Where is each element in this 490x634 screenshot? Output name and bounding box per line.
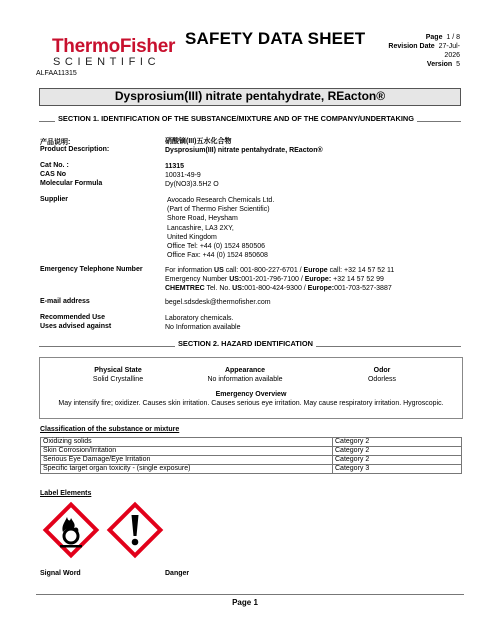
odor-label: Odor: [373, 367, 391, 374]
formula-label: Molecular Formula: [40, 180, 103, 187]
emergency-overview-label: Emergency Overview: [215, 391, 287, 398]
cat-no-label: Cat No. :: [40, 162, 69, 169]
document-meta: [380, 33, 460, 69]
email-value[interactable]: begel.sdsdesk@thermofisher.com: [165, 299, 271, 306]
version: [380, 60, 460, 69]
recommended-use-label: Recommended Use: [40, 314, 105, 321]
version-label: Version: [426, 61, 453, 68]
section1-heading: SECTION 1. IDENTIFICATION OF THE SUBSTANCE/MIXTURE AND OF THE COMPANY/UNDERTAKING: [55, 114, 417, 123]
supplier-address: [167, 196, 274, 260]
table-row: [41, 456, 462, 465]
revision-date: [380, 42, 460, 60]
product-title: Dysprosium(III) nitrate pentahydrate, REacton®: [114, 89, 386, 103]
emergency-phone-numbers: [165, 266, 394, 294]
brand-logo-scientific: SCIENTIFIC: [53, 56, 161, 68]
appearance-value: No information available: [207, 376, 283, 383]
cas-value: 10031-49-9: [165, 172, 201, 179]
signal-word-value: Danger: [165, 570, 190, 577]
emergency-overview-text: May intensify fire; oxidizer. Causes skin irritation. Causes serious eye irritation. May cause respiratory irritation. Hygroscopic.: [58, 400, 444, 407]
region-europe: Europe:: [307, 285, 335, 293]
signal-word-label: Signal Word: [40, 570, 81, 577]
revision-value: 27-Jul-2026: [438, 43, 460, 59]
uses-advised-label: Uses advised against: [40, 323, 112, 330]
physical-state-value: Solid Crystalline: [92, 376, 144, 383]
cas-label: CAS No: [40, 171, 67, 178]
supplier-line: Lancashire, LA3 2XY,: [167, 224, 234, 232]
text: Tel. No.: [204, 285, 233, 293]
product-description-label: Product Description:: [40, 146, 110, 153]
hazard-class: Skin Corrosion/Irritation: [41, 447, 333, 456]
text: Emergency Number: [165, 276, 230, 284]
label-elements-title: Label Elements: [40, 490, 92, 497]
chinese-description-label: 产品说明:: [40, 139, 71, 146]
text: 001-201-796-7100 /: [241, 276, 305, 284]
hazard-class: Specific target organ toxicity - (single exposure): [41, 465, 333, 474]
chemtrec: CHEMTREC: [165, 285, 205, 293]
hazard-class: Oxidizing solids: [41, 438, 333, 447]
recommended-use-value: Laboratory chemicals.: [165, 315, 234, 322]
classification-title: Classification of the substance or mixture: [40, 426, 180, 433]
version-value: 5: [456, 61, 460, 68]
text: For information: [165, 267, 215, 274]
footer-divider: [36, 594, 464, 595]
hazard-class: Serious Eye Damage/Eye Irritation: [41, 456, 333, 465]
emergency-line-number: [165, 275, 394, 284]
supplier-line: Avocado Research Chemicals Ltd.: [167, 197, 275, 204]
page-footer: Page 1: [232, 598, 258, 607]
product-description-value: Dysprosium(III) nitrate pentahydrate, REacton®: [165, 147, 323, 154]
region-europe: Europe:: [304, 276, 332, 284]
revision-label: Revision Date: [388, 43, 435, 50]
table-row: [41, 465, 462, 474]
text: +32 14 57 52 99: [331, 276, 384, 284]
supplier-label: Supplier: [40, 196, 69, 203]
physical-state: [58, 366, 178, 384]
cat-no-value: 11315: [165, 163, 185, 170]
hazard-category: Category 2: [333, 456, 462, 465]
supplier-line: Office Fax: +44 (0) 1524 850608: [167, 252, 268, 260]
chinese-description-value: 硝酸镝(III)五水化合物: [165, 138, 232, 145]
hazard-category: Category 2: [333, 447, 462, 456]
table-row: [41, 447, 462, 456]
supplier-line: (Part of Thermo Fisher Scientific): [167, 206, 270, 214]
appearance-label: Appearance: [224, 367, 266, 374]
region-europe: Europe: [303, 267, 328, 274]
section2-heading: SECTION 2. HAZARD IDENTIFICATION: [175, 339, 316, 348]
uses-advised-value: No Information available: [165, 324, 241, 331]
odor: [322, 366, 442, 384]
table-row: [41, 438, 462, 447]
formula-value: Dy(NO3)3.5H2 O: [165, 181, 219, 188]
region-us: US:: [229, 276, 242, 284]
hazard-category: Category 2: [333, 438, 462, 447]
page-label: Page: [425, 34, 443, 41]
text: 001-703-527-3887: [334, 285, 392, 293]
flame-over-circle-icon: [41, 500, 101, 560]
text: call: +32 14 57 52 11: [327, 267, 395, 274]
page-value: 1 / 8: [446, 34, 460, 41]
product-code: ALFAA11315: [36, 70, 77, 77]
exclamation-mark-icon: [105, 500, 165, 560]
emergency-phone-label: Emergency Telephone Number: [40, 266, 143, 273]
text: 001-800-424-9300 /: [244, 285, 308, 293]
supplier-line: Shore Road, Heysham: [167, 215, 238, 223]
supplier-line: Office Tel: +44 (0) 1524 850506: [167, 243, 266, 251]
supplier-line: United Kingdom: [167, 233, 217, 241]
odor-value: Odorless: [367, 376, 396, 383]
emergency-line-info: [165, 266, 394, 275]
text: call: 001-800-227-6701 /: [223, 267, 304, 274]
page-indicator: [380, 33, 460, 42]
appearance: [185, 366, 305, 384]
region-us: US: [214, 267, 224, 274]
document-title: SAFETY DATA SHEET: [185, 29, 366, 48]
email-label: E-mail address: [40, 298, 90, 305]
physical-state-label: Physical State: [94, 367, 142, 374]
emergency-line-chemtrec: [165, 284, 394, 293]
region-us: US:: [232, 285, 245, 293]
classification-table: [40, 437, 462, 474]
brand-logo-thermofisher: ThermoFisher: [52, 36, 176, 57]
hazard-category: Category 3: [333, 465, 462, 474]
